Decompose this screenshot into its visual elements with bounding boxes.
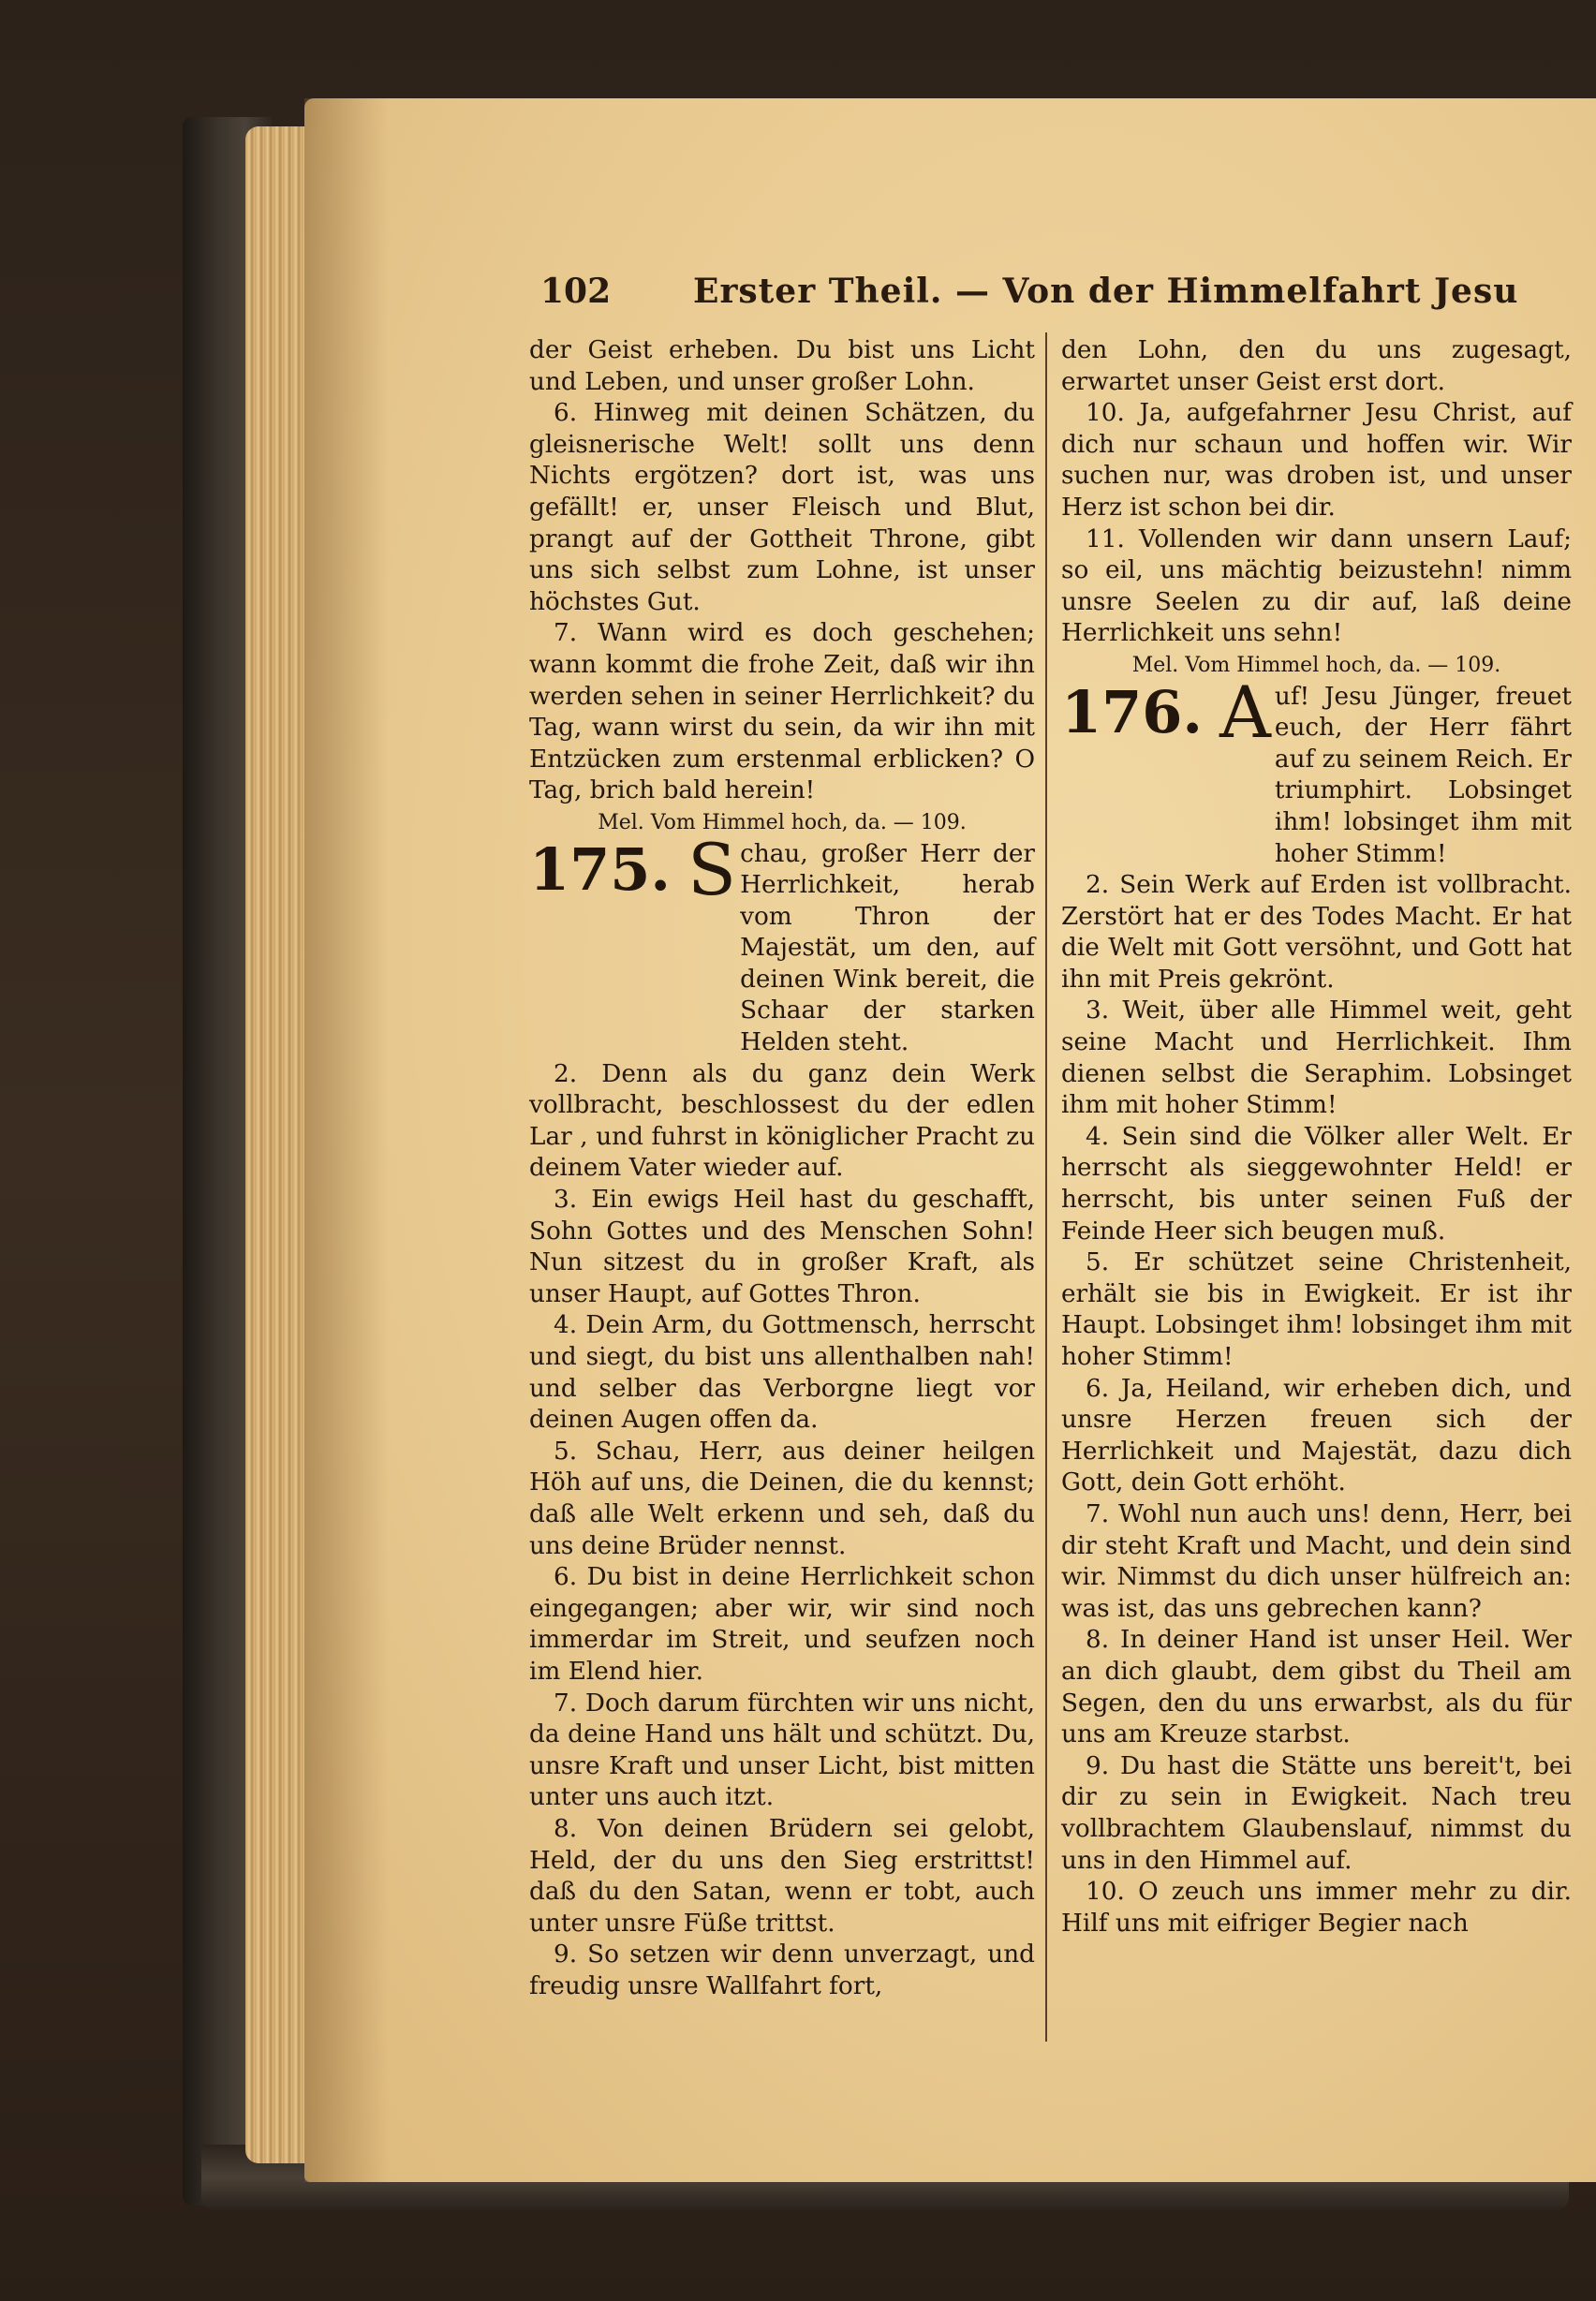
verse-text: 8. In deiner Hand ist unser Heil. Wer an dich glaubt, dem gibst du Theil am Segen, den du uns erwarbst, als du für uns am Kreuze starbst. (1061, 1626, 1572, 1749)
verse-text: 4. Dein Arm, du Gottmensch, herrscht und siegt, du bist uns allenthalben nah! und selber das Verborgne liegt vor deinen Augen offen da. (529, 1311, 1035, 1435)
verse-text: 7. Wohl nun auch uns! denn, Herr, bei dir steht Kraft und Macht, und dein sind wir. Nimmst du dich unser hülfreich an: was ist, das uns gebrechen kann? (1061, 1499, 1572, 1623)
verse-text: 6. Ja, Heiland, wir erheben dich, und unsre Herzen freuen sich der Herrlichkeit und Majestät, dazu dich Gott, dein Gott erhöht. (1061, 1374, 1572, 1497)
hymn-first-verse: uf! Jesu Jünger, freuet euch, der Herr fährt auf zu seinem Reich. Er triumphirt. Lobsinget ihm! lobsinget ihm mit hoher Stimm! (1274, 682, 1572, 868)
verse-text: 11. Vollenden wir dann unsern Lauf; so eil, uns mächtig beizustehn! nimm unsre Seelen zu dir auf, laß deine Herrlichkeit uns sehn! (1061, 524, 1572, 648)
verse-text: 7. Doch darum fürchten wir uns nicht, da deine Hand uns hält und schützt. Du, unsre Kraft und unser Licht, bist mitten unter uns auch itzt. (529, 1689, 1035, 1812)
verse-text: 3. Ein ewigs Heil hast du geschafft, Sohn Gottes und des Menschen Sohn! Nun sitzest du in großer Kraft, als unser Haupt, auf Gottes Thron. (529, 1186, 1035, 1308)
verse-text: 10. O zeuch uns immer mehr zu dir. Hilf uns mit eifriger Begier nach (1061, 1878, 1572, 1938)
verse-text: der Geist erheben. Du bist uns Licht und Leben, und unser großer Lohn. (529, 336, 1035, 396)
verse-text: 8. Von deinen Brüdern sei gelobt, Held, der du uns den Sieg erstrittst! daß du den Satan, wenn er tobt, auch unter unsre Füße trittst. (529, 1814, 1035, 1938)
verse-text: 5. Er schützet seine Christenheit, erhält sie bis in Ewigkeit. Er ist ihr Haupt. Lobsinget ihm! lobsinget ihm mit hoher Stimm! (1061, 1248, 1572, 1371)
verse-text: 2. Denn als du ganz dein Werk vollbracht, beschlossest du der edlen Lar , und fuhrst in königlicher Pracht zu deinem Vater wieder auf. (529, 1059, 1035, 1183)
page-gutter-shadow (304, 98, 389, 2182)
verse-text: 5. Schau, Herr, aus deiner heilgen Höh auf uns, die Deinen, die du kennst; daß alle Welt erkenn und seh, daß du uns deine Brüder nennst. (529, 1437, 1035, 1560)
verse-text: 7. Wann wird es doch geschehen; wann kommt die frohe Zeit, daß wir ihn werden sehen in seiner Herrlichkeit? du Tag, wann wirst du sein, da wir ihn mit Entzücken zum erstenmal erblicken? O Tag, brich bald herein! (529, 619, 1035, 805)
melody-note: Mel. Vom Himmel hoch, da. — 109. (598, 810, 967, 834)
verse-text: 2. Sein Werk auf Erden ist vollbracht. Zerstört hat er des Todes Macht. Er hat die Welt mit Gott versöhnt, und Gott hat ihn mit Preis gekrönt. (1061, 871, 1572, 994)
left-column (529, 335, 1035, 2002)
verse-text: 9. So setzen wir denn unverzagt, und freudig unsre Wallfahrt fort, (529, 1940, 1035, 2000)
verse-text: 10. Ja, aufgefahrner Jesu Christ, auf dich nur schaun und hoffen wir. Wir suchen nur, was droben ist, und unser Herz ist schon bei dir. (1061, 399, 1572, 522)
verse-text: 6. Hinweg mit deinen Schätzen, du gleisnerische Welt! sollt uns denn Nichts ergötzen? dort ist, was uns gefällt! er, unser Fleisch und Blut, prangt auf der Gottheit Throne, gibt uns sich selbst zum Lohne, ist unser höchstes Gut. (529, 399, 1035, 616)
melody-note: Mel. Vom Himmel hoch, da. — 109. (1131, 653, 1501, 677)
hymn-175-head (529, 827, 1035, 1059)
column-divider (1045, 332, 1047, 2042)
verse-text: 4. Sein sind die Völker aller Welt. Er herrscht als sieggewohnter Held! er herrscht, bis unter seinen Fuß der Feinde Heer sich beugen muß. (1061, 1122, 1572, 1246)
drop-cap: S (687, 827, 737, 911)
verse-text: den Lohn, den du uns zugesagt, erwartet unser Geist erst dort. (1061, 336, 1572, 396)
hymn-176-head (1061, 670, 1572, 871)
page-number: 102 (540, 272, 612, 311)
hymn-number: 176. (1061, 677, 1204, 746)
hymn-first-verse: chau, großer Herr der Herrlichkeit, herab vom Thron der Majestät, um den, auf deinen Wink bereit, die Schaar der starken Helden steht. (740, 839, 1035, 1057)
verse-text: 9. Du hast die Stätte uns bereit't, bei dir zu sein in Ewigkeit. Nach treu vollbrachtem Glaubenslauf, nimmst du uns in den Himmel auf. (1061, 1751, 1572, 1875)
drop-cap: A (1219, 670, 1271, 754)
verse-text: 3. Weit, über alle Himmel weit, geht seine Macht und Herrlichkeit. Ihm dienen selbst die Seraphim. Lobsinget ihm mit hoher Stimm! (1061, 996, 1572, 1120)
hymn-number: 175. (529, 834, 672, 904)
right-column (1061, 335, 1572, 1940)
verse-text: 6. Du bist in deine Herrlichkeit schon eingegangen; aber wir, wir sind noch immerdar im Streit, und seufzen noch im Elend hier. (529, 1563, 1035, 1686)
running-title: Erster Theil. — Von der Himmelfahrt Jesu (693, 272, 1519, 311)
